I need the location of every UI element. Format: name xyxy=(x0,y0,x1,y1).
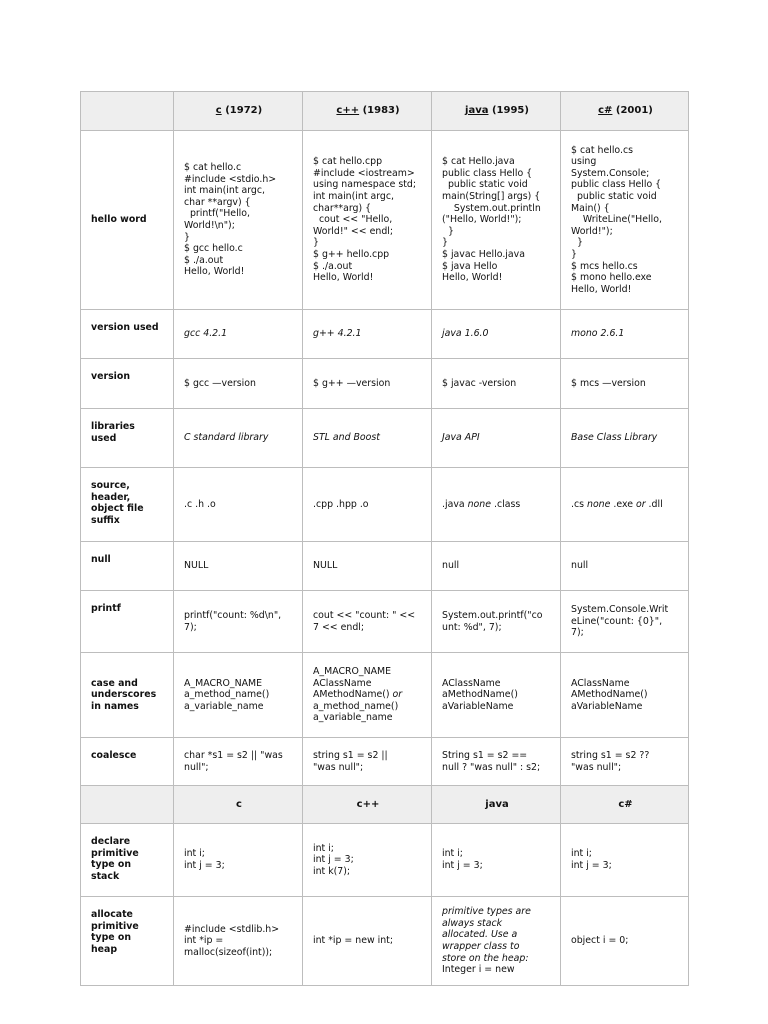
cell-c: gcc 4.2.1 xyxy=(174,310,303,359)
cell-c: $ gcc —version xyxy=(174,359,303,409)
cell-cs: AClassName AMethodName() aVariableName xyxy=(561,653,689,738)
cell-c: $ cat hello.c #include <stdio.h> int main(int argc, char **argv) { printf("Hello, World!\n"); } $ gcc hello.c $ ./a.out Hello, World! xyxy=(174,131,303,310)
row-label: null xyxy=(81,542,174,591)
cell-c: int i; int j = 3; xyxy=(174,824,303,897)
cell-cs: string s1 = s2 ?? "was null"; xyxy=(561,738,689,786)
cell-java: AClassName aMethodName() aVariableName xyxy=(432,653,561,738)
row-printf xyxy=(81,591,689,653)
cell-cpp: cout << "count: " << 7 << endl; xyxy=(303,591,432,653)
suffix-source: .java xyxy=(442,498,468,510)
row-label: hello word xyxy=(81,131,174,310)
year-cpp: (1983) xyxy=(362,105,400,117)
cell-cs: System.Console.Writ eLine("count: {0}", 7); xyxy=(561,591,689,653)
row-label: version used xyxy=(81,310,174,359)
link-java[interactable]: java xyxy=(465,105,489,117)
suffix-object: .class xyxy=(491,498,521,510)
row-declare-stack xyxy=(81,824,689,897)
cell-java: java 1.6.0 xyxy=(432,310,561,359)
case-cpp-c: a_method_name() a_variable_name xyxy=(313,700,399,724)
cell-java: $ cat Hello.java public class Hello { public static void main(String[] args) { System.out.println ("Hello, World!"); } } $ javac Hello.java $ java Hello Hello, World! xyxy=(432,131,561,310)
heap-java-code: Integer i = new xyxy=(442,964,515,976)
header-row xyxy=(81,92,689,131)
row-hello-world xyxy=(81,131,689,310)
cell-cpp: NULL xyxy=(303,542,432,591)
row-allocate-heap xyxy=(81,897,689,986)
year-c: (1972) xyxy=(225,105,263,117)
row-label: printf xyxy=(81,591,174,653)
row-case-names xyxy=(81,653,689,738)
heap-java-note: primitive types are always stack allocated. Use a wrapper class to store on the heap: xyxy=(442,906,531,964)
cell-c: printf("count: %d\n", 7); xyxy=(174,591,303,653)
header-java: java xyxy=(432,786,561,824)
header-row-2 xyxy=(81,786,689,824)
cell-cpp: .cpp .hpp .o xyxy=(303,468,432,542)
cell-cs: Base Class Library xyxy=(561,409,689,468)
row-suffix xyxy=(81,468,689,542)
header-cs xyxy=(561,92,689,131)
cell-cs: object i = 0; xyxy=(561,897,689,986)
row-label: case and underscores in names xyxy=(81,653,174,738)
row-coalesce xyxy=(81,738,689,786)
cell-cpp: STL and Boost xyxy=(303,409,432,468)
cell-java xyxy=(432,468,561,542)
link-cpp[interactable]: c++ xyxy=(336,105,360,117)
cell-cpp: int i; int j = 3; int k(7); xyxy=(303,824,432,897)
corner-cell xyxy=(81,786,174,824)
cell-java: $ javac -version xyxy=(432,359,561,409)
row-label: allocate primitive type on heap xyxy=(81,897,174,986)
cell-cs: int i; int j = 3; xyxy=(561,824,689,897)
year-cs: (2001) xyxy=(615,105,653,117)
header-c: c xyxy=(174,786,303,824)
row-label: source, header, object file suffix xyxy=(81,468,174,542)
cell-c: char *s1 = s2 || "was null"; xyxy=(174,738,303,786)
year-java: (1995) xyxy=(491,105,529,117)
cell-cpp: g++ 4.2.1 xyxy=(303,310,432,359)
cell-cpp: int *ip = new int; xyxy=(303,897,432,986)
cell-java: Java API xyxy=(432,409,561,468)
row-version xyxy=(81,359,689,409)
cell-cpp: $ cat hello.cpp #include <iostream> using namespace std; int main(int argc, char**arg) { cout << "Hello, World!" << endl; } $ g++ hello.cpp $ ./a.out Hello, World! xyxy=(303,131,432,310)
link-c[interactable]: c xyxy=(215,105,222,117)
cell-c: .c .h .o xyxy=(174,468,303,542)
cell-c: #include <stdlib.h> int *ip = malloc(sizeof(int)); xyxy=(174,897,303,986)
row-libraries xyxy=(81,409,689,468)
row-null xyxy=(81,542,689,591)
suffix-header: none xyxy=(587,498,611,510)
cell-cs xyxy=(561,468,689,542)
cell-c: NULL xyxy=(174,542,303,591)
row-version-used xyxy=(81,310,689,359)
header-cpp xyxy=(303,92,432,131)
case-cpp-a: A_MACRO_NAME AClassName AMethodName() xyxy=(313,666,392,701)
header-cpp: c++ xyxy=(303,786,432,824)
row-label: libraries used xyxy=(81,409,174,468)
cell-c: A_MACRO_NAME a_method_name() a_variable_name xyxy=(174,653,303,738)
suffix-header: none xyxy=(467,498,491,510)
row-label: declare primitive type on stack xyxy=(81,824,174,897)
cell-cs: $ cat hello.cs using System.Console; public class Hello { public static void Main() { WriteLine("Hello, World!"); } } $ mcs hello.cs $ mono hello.exe Hello, World! xyxy=(561,131,689,310)
header-c xyxy=(174,92,303,131)
cell-c: C standard library xyxy=(174,409,303,468)
cell-cs: null xyxy=(561,542,689,591)
cell-cs: $ mcs —version xyxy=(561,359,689,409)
cell-java xyxy=(432,897,561,986)
header-cs: c# xyxy=(561,786,689,824)
cell-cpp: string s1 = s2 || "was null"; xyxy=(303,738,432,786)
cell-java: int i; int j = 3; xyxy=(432,824,561,897)
header-java xyxy=(432,92,561,131)
suffix-or: or xyxy=(635,498,646,510)
comparison-table xyxy=(80,91,689,986)
cell-java: null xyxy=(432,542,561,591)
cell-cpp xyxy=(303,653,432,738)
cell-cpp: $ g++ —version xyxy=(303,359,432,409)
suffix-object: .exe xyxy=(610,498,636,510)
corner-cell xyxy=(81,92,174,131)
suffix-dll: .dll xyxy=(645,498,663,510)
link-cs[interactable]: c# xyxy=(598,105,613,117)
case-cpp-or: or xyxy=(392,689,403,701)
cell-java: System.out.printf("co unt: %d", 7); xyxy=(432,591,561,653)
suffix-source: .cs xyxy=(571,498,587,510)
row-label: coalesce xyxy=(81,738,174,786)
cell-cs: mono 2.6.1 xyxy=(561,310,689,359)
row-label: version xyxy=(81,359,174,409)
cell-java: String s1 = s2 == null ? "was null" : s2; xyxy=(432,738,561,786)
